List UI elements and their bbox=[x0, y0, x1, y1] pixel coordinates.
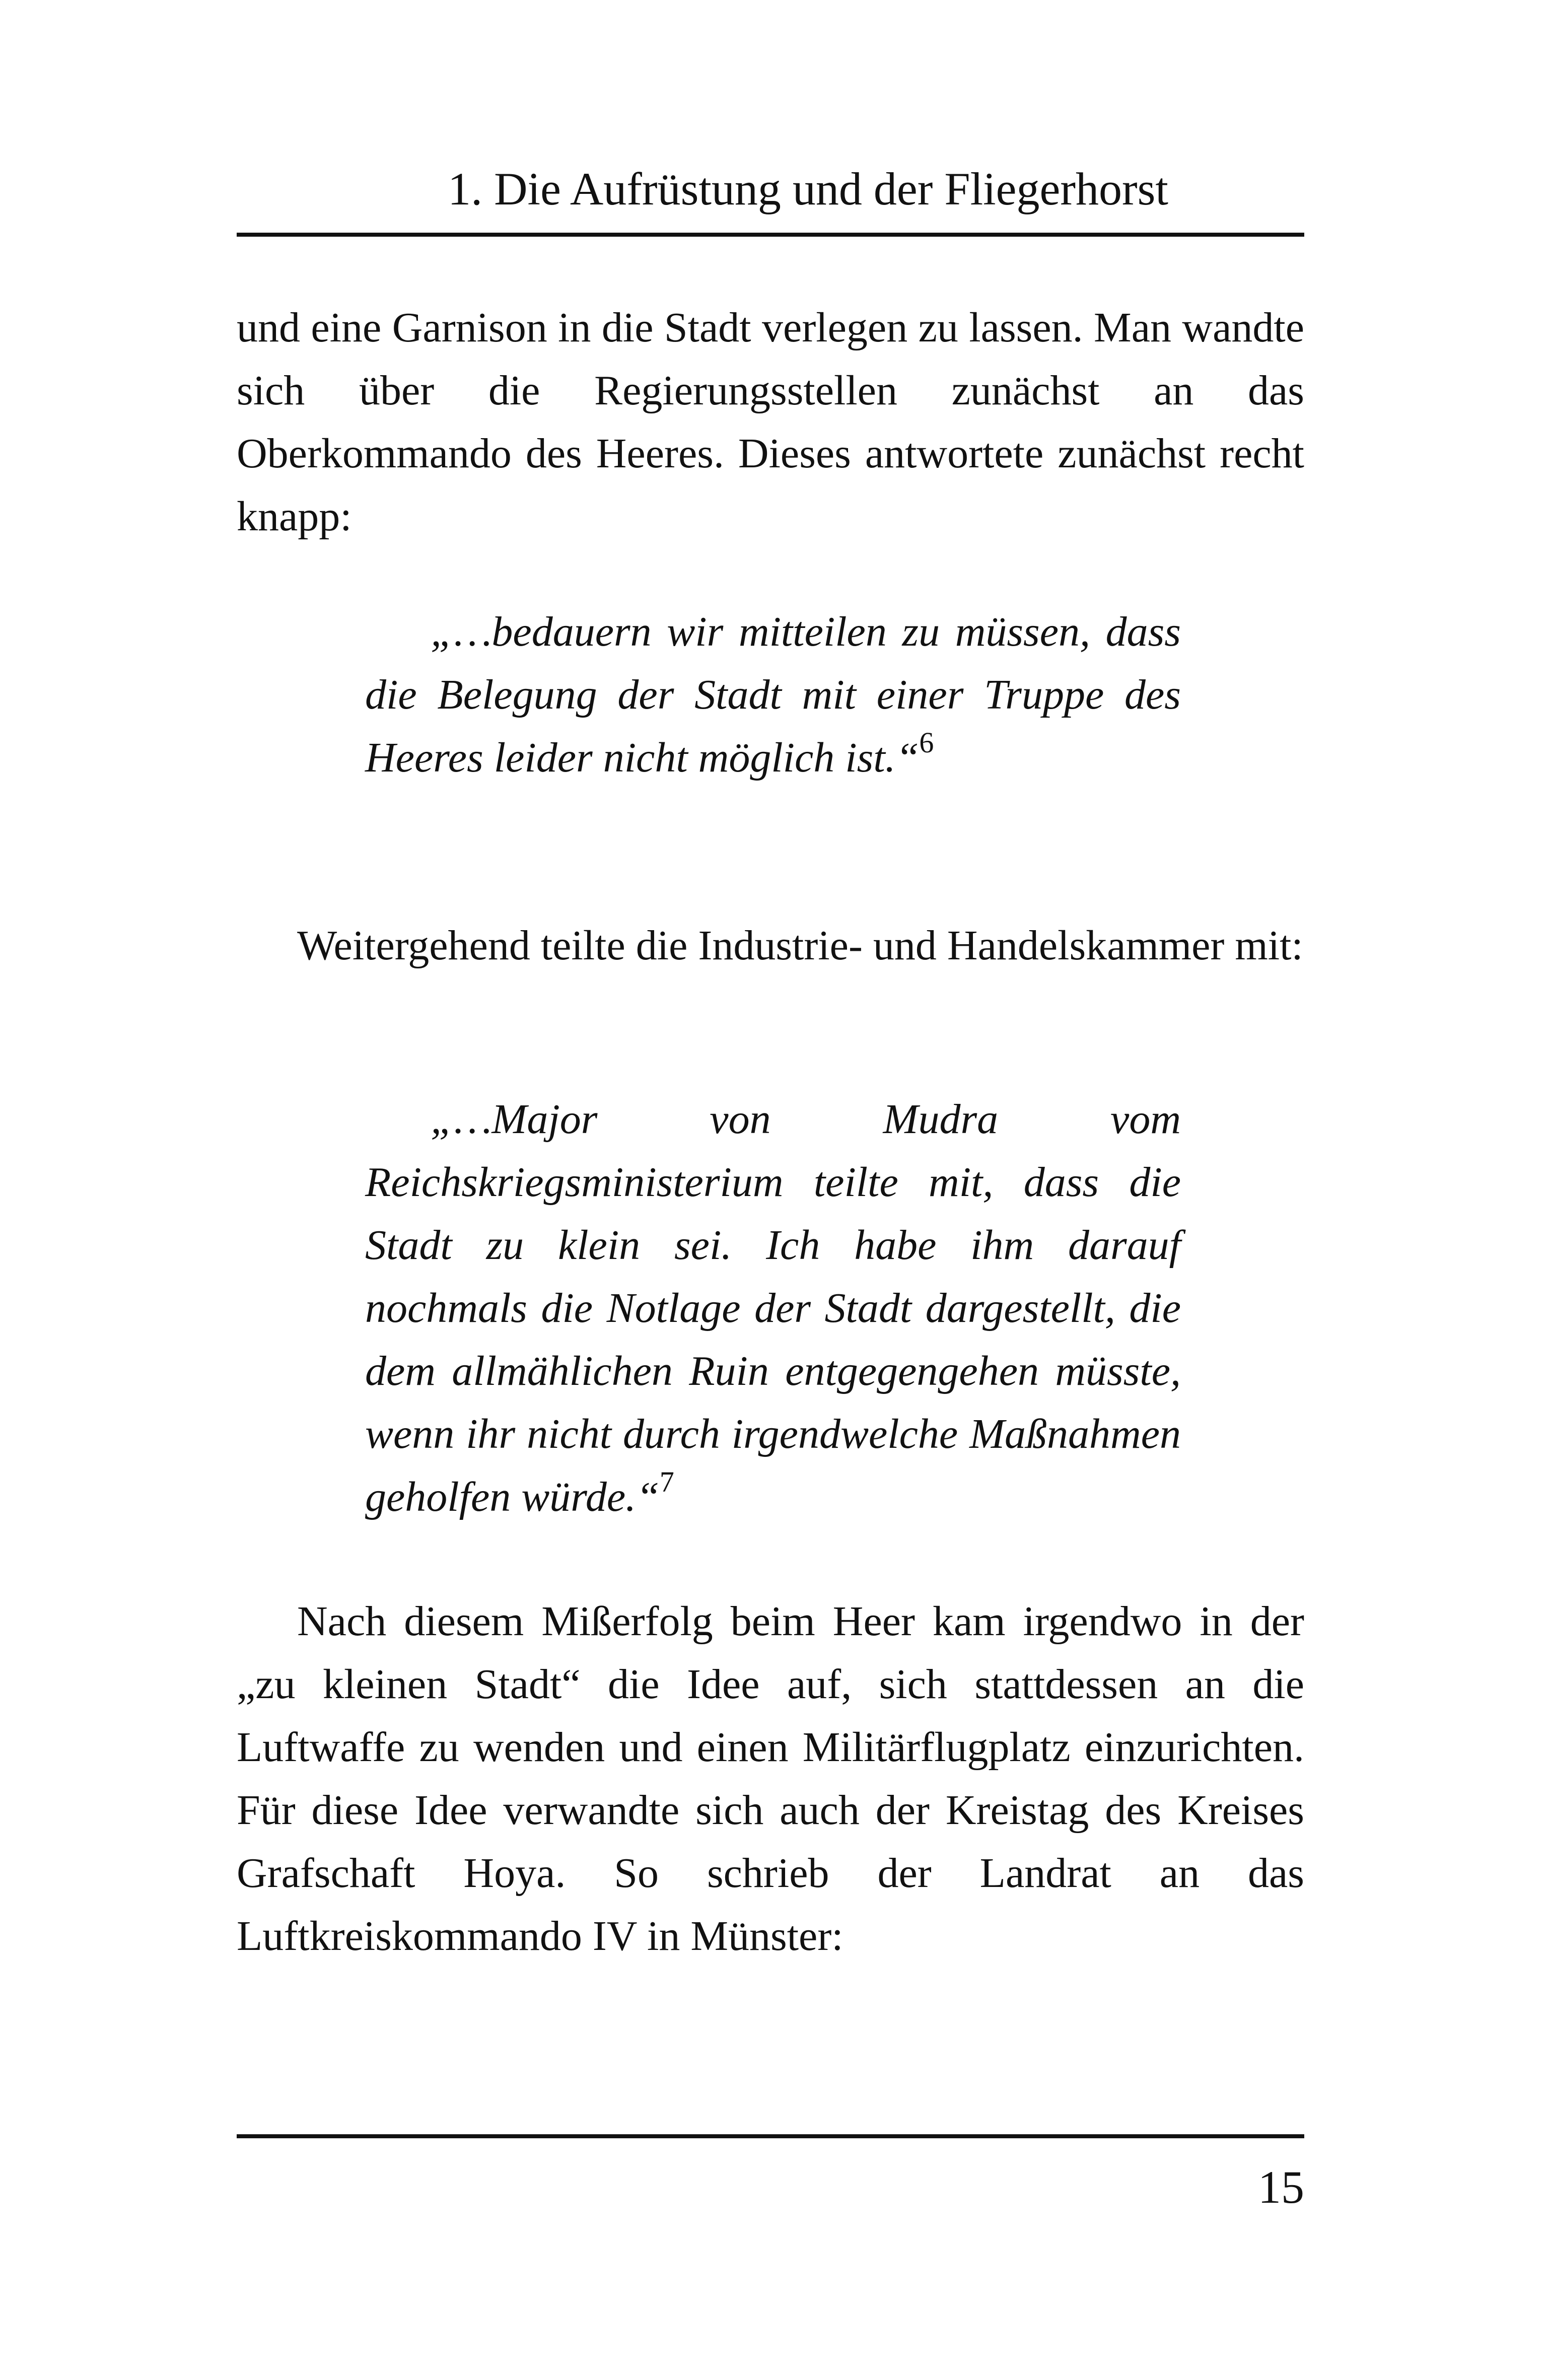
quote-1-text: „…bedauern wir mitteilen zu müssen, dass die Belegung der Stadt mit einer Truppe des Heeres leider nicht möglich ist.“ bbox=[365, 608, 1181, 781]
paragraph-2: Weitergehend teilte die Industrie- und Handelskammer mit: bbox=[297, 922, 1303, 969]
running-header: 1. Die Aufrüstung und der Fliegerhorst bbox=[448, 163, 1168, 215]
block-quote-1 bbox=[365, 600, 1181, 789]
header-rule bbox=[237, 233, 1304, 237]
block-quote-2 bbox=[365, 1088, 1181, 1528]
page-number: 15 bbox=[1258, 2161, 1304, 2213]
paragraph-1: und eine Garnison in die Stadt verlegen zu lassen. Man wandte sich über die Regierungsstellen zunächst an das Oberkommando des Heeres. Dieses antwortete zunächst recht knapp: bbox=[237, 304, 1304, 540]
quote-2-text: „…Major von Mudra vom Reichskriegsministerium teilte mit, dass die Stadt zu klein sei. Ich habe ihm darauf nochmals die Notlage der Stadt dargestellt, die dem allmählichen Ruin entgegengehen müsste, wenn ihr nicht durch irgendwelche Maßnahmen geholfen würde.“ bbox=[365, 1096, 1181, 1520]
footer-rule bbox=[237, 2134, 1304, 2138]
paragraph-3: Nach diesem Mißerfolg beim Heer kam irgendwo in der „zu kleinen Stadt“ die Idee auf, sich stattdessen an die Luftwaffe zu wenden und einen Militärflugplatz einzurichten. Für diese Idee verwandte sich auch der Kreistag des Kreises Grafschaft Hoya. So schrieb der Landrat an das Luftkreiskommando IV in Münster: bbox=[237, 1598, 1304, 1959]
footnote-marker-7: 7 bbox=[659, 1465, 674, 1498]
footnote-marker-6: 6 bbox=[919, 726, 934, 759]
